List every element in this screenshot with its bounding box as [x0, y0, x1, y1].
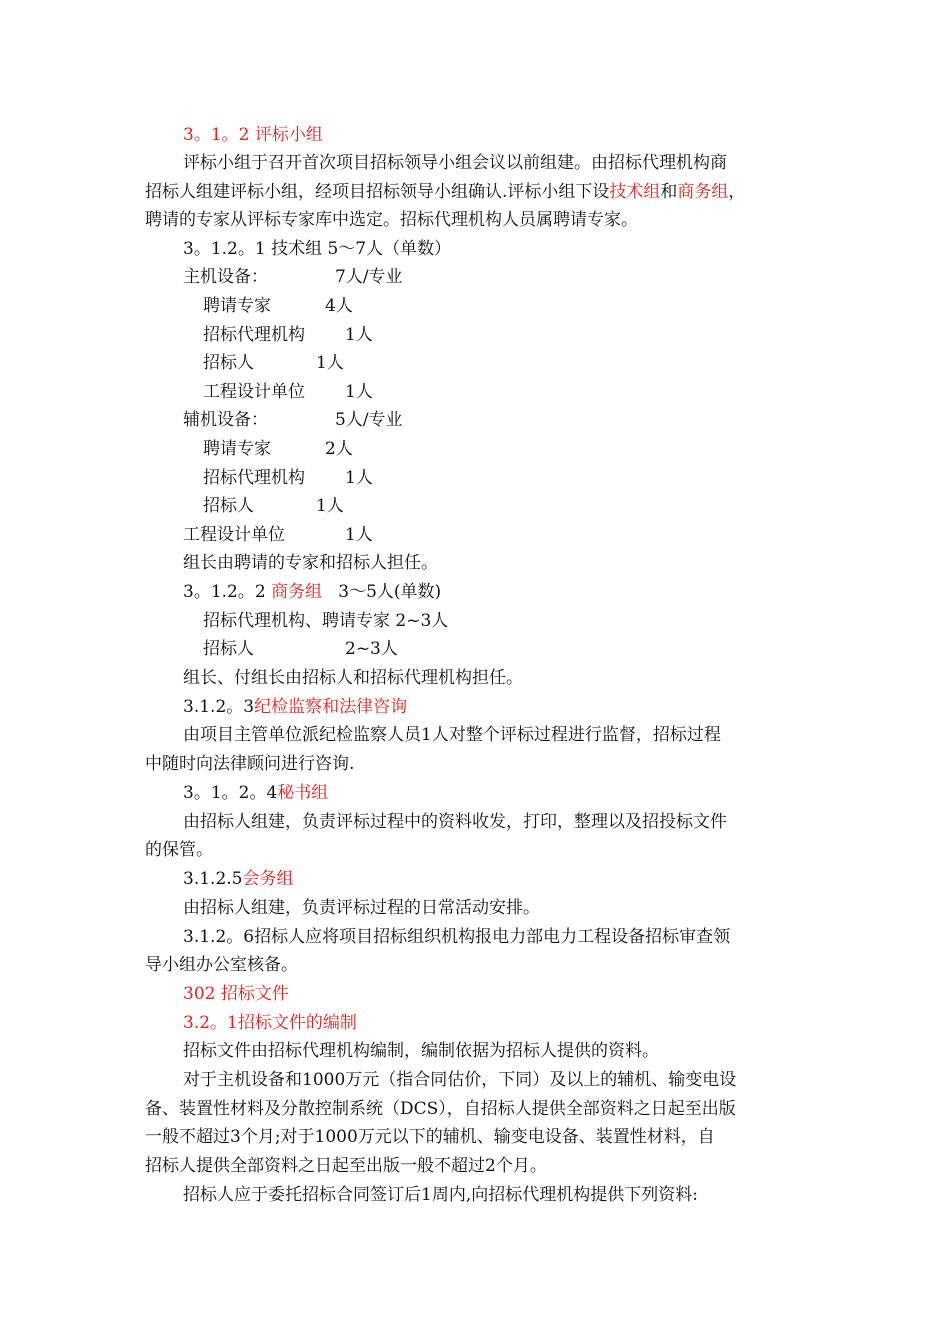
main-item-count: 4人	[325, 296, 353, 316]
discipline-heading	[183, 696, 407, 718]
paragraph-line: 由招标人组建，负责评标过程中的资料收发，打印，整理以及招投标文件	[183, 812, 727, 832]
main-equipment-label: 主机设备：	[183, 267, 268, 287]
heading-number: 3。1。2。4	[183, 783, 278, 803]
heading-title: 评标小组	[254, 125, 323, 145]
heading-number: 3。1。2	[183, 125, 250, 145]
main-item-name: 招标人	[203, 353, 254, 373]
paragraph-line: 招标文件由招标代理机构编制，编制依据为招标人提供的资料。	[183, 1041, 659, 1061]
paragraph-line: 聘请的专家从评标专家库中选定。招标代理机构人员属聘请专家。	[145, 210, 638, 230]
heading-title: 商务组	[271, 582, 323, 602]
text-span: 和	[660, 182, 678, 202]
paragraph-line: 对于主机设备和1000万元（指合同估价，下同）及以上的辅机、输变电设	[183, 1070, 737, 1090]
paragraph-line: 的保管。	[145, 840, 213, 860]
biz-item-name: 招标人	[203, 639, 254, 659]
aux-item-name: 招标代理机构	[203, 468, 305, 488]
biz-group-leader: 组长、付组长由招标人和招标代理机构担任。	[183, 668, 523, 688]
paragraph-line: 由项目主管单位派纪检监察人员1人对整个评标过程进行监督，招标过程	[183, 725, 721, 745]
secretary-heading	[183, 782, 328, 804]
tech-group-term: 技术组	[609, 182, 661, 202]
main-item-name: 聘请专家	[203, 296, 271, 316]
aux-item-count: 2人	[325, 439, 353, 459]
biz-item-count: 2~3人	[345, 639, 398, 659]
main-item-count: 1人	[316, 353, 344, 373]
heading-3-2-1: 3.2。1招标文件的编制	[183, 1013, 357, 1033]
paragraph-line	[145, 181, 745, 203]
paragraph-line: 3.1.2。6招标人应将项目招标组织机构报电力部电力工程设备招标审查领	[183, 927, 731, 947]
paragraph-line: 中随时向法律顾问进行咨询.	[145, 754, 355, 774]
main-item-name: 招标代理机构	[203, 325, 305, 345]
paragraph-line: 招标人应于委托招标合同签订后1周内,向招标代理机构提供下列资料:	[183, 1185, 698, 1205]
aux-item-count: 1人	[345, 468, 373, 488]
paragraph-line: 评标小组于召开首次项目招标领导小组会议以前组建。由招标代理机构商	[183, 153, 727, 173]
aux-design-count: 1人	[345, 525, 373, 545]
heading-number: 3。1.2。2	[183, 582, 266, 602]
paragraph-line: 备、装置性材料及分散控制系统（DCS），自招标人提供全部资料之日起至出版	[145, 1099, 736, 1119]
biz-group-term: 商务组	[677, 182, 729, 202]
affairs-heading	[183, 868, 293, 890]
main-equipment-count: 7人/专业	[335, 267, 403, 287]
paragraph-line: 招标人提供全部资料之日起至出版一般不超过2个月。	[145, 1156, 547, 1176]
paragraph-line: 导小组办公室核备。	[145, 955, 298, 975]
tech-group-heading: 3。1.2。1 技术组 5～7人（单数）	[183, 239, 452, 259]
biz-group-heading	[183, 581, 441, 603]
aux-equipment-count: 5人/专业	[335, 410, 403, 430]
aux-item-name: 招标人	[203, 496, 254, 516]
aux-design-name: 工程设计单位	[183, 525, 285, 545]
heading-title: 纪检监察和法律咨询	[254, 697, 408, 717]
heading-count: 3～5人(单数)	[338, 582, 442, 602]
heading-title: 秘书组	[277, 783, 329, 803]
text-span: 招标人组建评标小组，经项目招标领导小组确认.评标小组下设	[145, 182, 610, 202]
tech-group-leader: 组长由聘请的专家和招标人担任。	[183, 553, 438, 573]
main-item-name: 工程设计单位	[203, 382, 305, 402]
main-item-count: 1人	[345, 325, 373, 345]
main-item-count: 1人	[345, 382, 373, 402]
heading-number: 3.1.2.5	[183, 869, 243, 889]
heading-302: 302 招标文件	[183, 984, 289, 1004]
paragraph-line: 一般不超过3个月;对于1000万元以下的辅机、输变电设备、装置性材料，自	[145, 1127, 715, 1147]
text-span: ，	[728, 182, 746, 202]
aux-equipment-label: 辅机设备：	[183, 410, 268, 430]
heading-title: 会务组	[242, 869, 294, 889]
aux-item-name: 聘请专家	[203, 439, 271, 459]
heading-3-1-2	[183, 124, 323, 146]
biz-item: 招标代理机构、聘请专家 2~3人	[203, 611, 449, 631]
heading-number: 3.1.2。3	[183, 697, 255, 717]
paragraph-line: 由招标人组建，负责评标过程的日常活动安排。	[183, 898, 540, 918]
aux-item-count: 1人	[316, 496, 344, 516]
